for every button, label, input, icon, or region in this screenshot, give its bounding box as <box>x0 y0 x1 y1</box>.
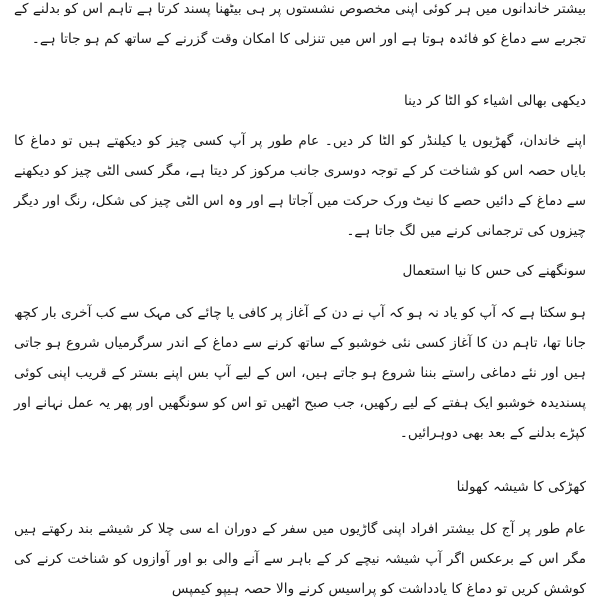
section-paragraph-inverted-objects: اپنے خاندان، گھڑیوں یا کیلنڈر کو الٹا کر دیں۔ عام طور پر آپ کسی چیز کو دیکھتے ہیں تو دماغ کا بایاں حصہ اس کو شناخت کر کے توجہ دوسری جانب مرکوز کر دیتا ہے، مگر کسی الٹی چیز کو دیکھنے سے دماغ کے دائیں حصے کا نیٹ ورک حرکت میں آجاتا ہے اور وہ اس الٹی چیز کی شکل، رنگ اور دیگر چیزوں کی ترجمانی کرنے میں لگ جاتا ہے۔ <box>14 133 586 239</box>
section-heading-car-window: کھڑکی کا شیشہ کھولنا <box>456 479 586 495</box>
section-heading-smell: سونگھنے کی حس کا نیا استعمال <box>402 263 586 279</box>
section-paragraph-car-window: عام طور پر آج کل بیشتر افراد اپنی گاڑیوں میں سفر کے دوران اے سی چلا کر شیشے بند رکھتے ہیں مگر اس کے برعکس اگر آپ شیشہ نیچے کر کے باہر سے آنے والی بو اور آوازوں کو شناخت کرنے کی کوشش کریں تو دماغ کا یادداشت کو پراسیس کرنے والا حصہ ہیپو کیمپس <box>14 521 586 597</box>
section-heading-inverted-objects: دیکھی بھالی اشیاء کو الٹا کر دینا <box>403 93 586 109</box>
section-paragraph-smell: ہو سکتا ہے کہ آپ کو یاد نہ ہو کہ آپ نے دن کے آغاز پر کافی یا چائے کی مہک سے کب آخری بار کچھ جانا تھا، تاہم دن کا آغاز کسی نئی خوشبو کے ساتھ کرنے سے دماغ کے اندر سرگرمیاں شروع ہو جاتی ہیں اور نئے دماغی راستے بننا شروع ہو جاتے ہیں، اس کے لیے آپ بس اپنے بستر کے قریب اپنی کوئی پسندیدہ خوشبو ایک ہفتے کے لیے رکھیں، جب صبح اٹھیں تو اس کو سونگھیں اور پھر یہ عمل نہانے اور کپڑے بدلنے کے بعد بھی دوہرائیں۔ <box>14 305 586 441</box>
intro-paragraph: بیشتر خاندانوں میں ہر کوئی اپنی مخصوص نشستوں پر ہی بیٹھنا پسند کرتا ہے تاہم اس کو بدلنے کے تجربے سے دماغ کو فائدہ ہوتا ہے اور اس میں تنزلی کا امکان وقت گزرنے کے ساتھ کم ہو جاتا ہے۔ <box>14 1 586 47</box>
